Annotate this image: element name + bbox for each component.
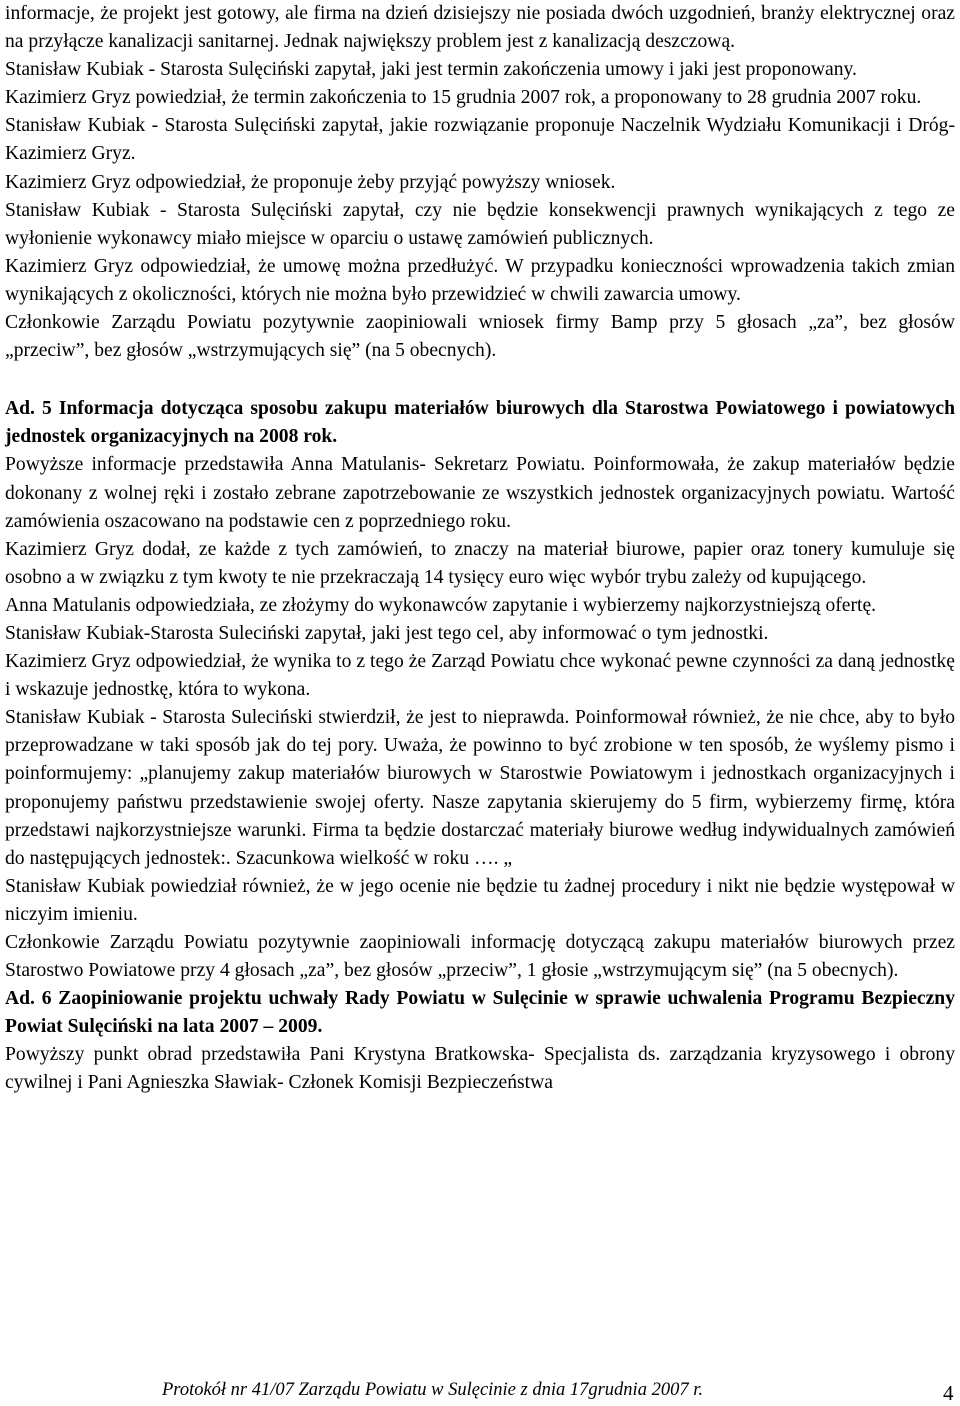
paragraph: Stanisław Kubiak - Starosta Sulęciński zapytał, czy nie będzie konsekwencji prawnych wynikających z tego ze wyłonienie wykonawcy miało miejsce w oparciu o ustawę zamówień publicznych. xyxy=(5,199,955,249)
page-footer xyxy=(0,1378,960,1404)
paragraph: Powyższy punkt obrad przedstawiła Pani Krystyna Bratkowska- Specjalista ds. zarządzania kryzysowego i obrony cywilnej i Pani Agnieszka Sławiak- Członek Komisji Bezpieczeństwa xyxy=(5,1044,955,1094)
paragraph: Kazimierz Gryz odpowiedział, że umowę można przedłużyć. W przypadku konieczności wprowadzenia takich zmian wynikających z okoliczności, których nie można było przewidzieć w chwili zawarcia umowy. xyxy=(5,255,955,305)
paragraph: Kazimierz Gryz dodał, ze każde z tych zamówień, to znaczy na materiał biurowe, papier oraz tonery kumuluje się osobno a w związku z tym kwoty te nie przekraczają 14 tysięcy euro więc wybór trybu zależy od kupującego. xyxy=(5,538,955,588)
paragraph: Członkowie Zarządu Powiatu pozytywnie zaopiniowali wniosek firmy Bamp przy 5 głosach „za”, bez głosów „przeciw”, bez głosów „wstrzymujących się” (na 5 obecnych). xyxy=(5,312,955,362)
section-heading-ad-6: Ad. 6 Zaopiniowanie projektu uchwały Rady Powiatu w Sulęcinie w sprawie uchwalenia Programu Bezpieczny Powiat Sulęciński na lata 2007 – 2009. xyxy=(5,988,955,1038)
section-spacer xyxy=(5,365,955,395)
paragraph: Stanisław Kubiak - Starosta Sulęciński zapytał, jakie rozwiązanie proponuje Naczelnik Wydziału Komunikacji i Dróg- Kazimierz Gryz. xyxy=(5,115,955,165)
paragraph: Anna Matulanis odpowiedziała, ze złożymy do wykonawców zapytanie i wybierzemy najkorzystniejszą ofertę. xyxy=(5,594,877,616)
paragraph: Stanisław Kubiak - Starosta Sulęciński zapytał, jaki jest termin zakończenia umowy i jaki jest proponowany. xyxy=(5,59,857,81)
paragraph: Członkowie Zarządu Powiatu pozytywnie zaopiniowali informację dotyczącą zakupu materiałów biurowych przez Starostwo Powiatowe przy 4 głosach „za”, bez głosów „przeciw”, 1 głosie „wstrzymującym się” (na 5 obecnych). xyxy=(5,932,955,982)
paragraph: Powyższe informacje przedstawiła Anna Matulanis- Sekretarz Powiatu. Poinformowała, że zakup materiałów będzie dokonany z wolnej ręki i zostało zebrane zapotrzebowanie ze wszystkich jednostek organizacyjnych powiatu. Wartość zamówienia oszacowano na podstawie cen z poprzedniego roku. xyxy=(5,454,955,532)
paragraph: Stanisław Kubiak-Starosta Suleciński zapytał, jaki jest tego cel, aby informować o tym jednostki. xyxy=(5,622,769,644)
section-heading-ad-5: Ad. 5 Informacja dotycząca sposobu zakupu materiałów biurowych dla Starostwa Powiatowego i powiatowych jednostek organizacyjnych na 2008 rok. xyxy=(5,398,955,448)
paragraph: informacje, że projekt jest gotowy, ale firma na dzień dzisiejszy nie posiada dwóch uzgodnień, branży elektrycznej oraz na przyłącze kanalizacji sanitarnej. Jednak największy problem jest z kanalizacją deszczową. xyxy=(5,3,955,53)
paragraph: Kazimierz Gryz odpowiedział, że proponuje żeby przyjąć powyższy wniosek. xyxy=(5,171,616,193)
paragraph: Kazimierz Gryz odpowiedział, że wynika to z tego że Zarząd Powiatu chce wykonać pewne czynności za daną jednostkę i wskazuje jednostkę, która to wykona. xyxy=(5,651,955,701)
paragraph: Stanisław Kubiak - Starosta Suleciński stwierdził, że jest to nieprawda. Poinformował również, że nie chce, aby to było przeprowadzane w taki sposób jak do tej pory. Uważa, że powinno to być zrobione w ten sposób, że wyślemy pismo i poinformujemy: „planujemy zakup materiałów biurowych w Starostwie Powiatowym i jednostkach organizacyjnych i proponujemy państwu przedstawienie swojej oferty. Nasze zapytania skierujemy do 5 firm, wybierzemy firmę, która przedstawi najkorzystniejsze warunki. Firma ta będzie dostarczać materiały biurowe według indywidualnych zamówień do następujących jednostek:. Szacunkowa wielkość w roku …. „ xyxy=(5,707,955,869)
footer-protocol-text: Protokół nr 41/07 Zarządu Powiatu w Sulęcinie z dnia 17grudnia 2007 r. xyxy=(162,1380,703,1400)
document-page xyxy=(5,0,955,1098)
paragraph: Kazimierz Gryz powiedział, że termin zakończenia to 15 grudnia 2007 rok, a proponowany to 28 grudnia 2007 roku. xyxy=(5,87,922,109)
paragraph: Stanisław Kubiak powiedział również, że w jego ocenie nie będzie tu żadnej procedury i nikt nie będzie występował w niczyim imieniu. xyxy=(5,875,955,925)
page-number: 4 xyxy=(943,1381,954,1405)
